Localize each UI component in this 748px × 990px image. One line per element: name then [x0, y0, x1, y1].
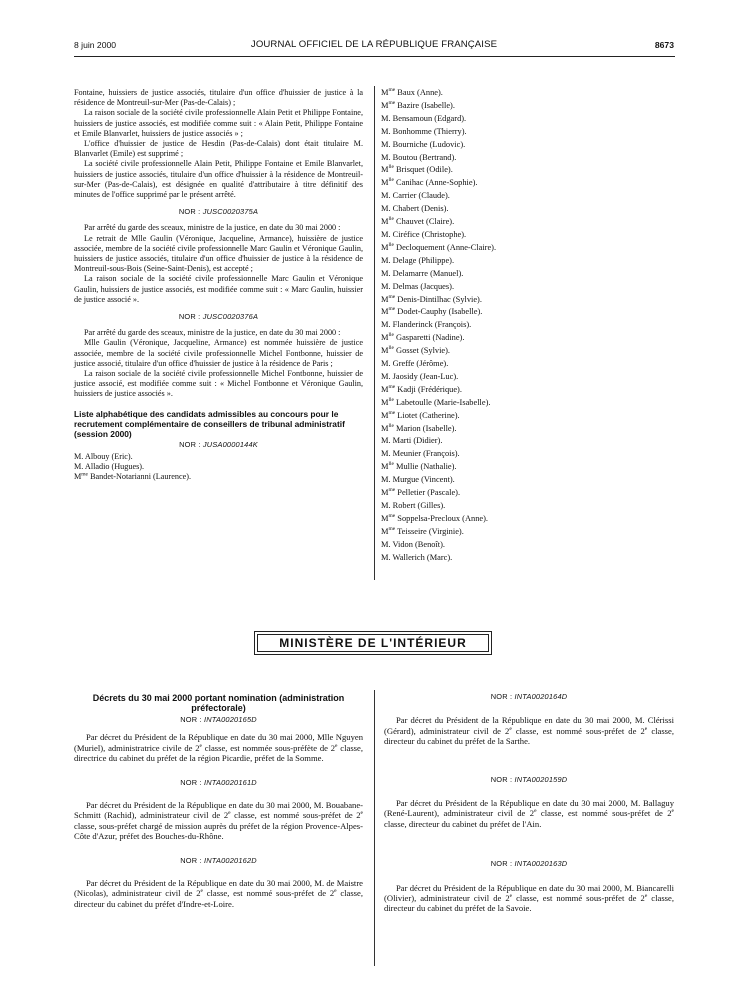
paragraph: Mlle Gaulin (Véronique, Jacqueline, Armance) est nommée huissière de justice associée, membre de la société civile professionnelle Michel Fontbonne, huissier de justice associé, titulaire d'un office d'huissier de justice à la résidence de Paris ;: [74, 338, 363, 368]
candidate-entry: M. Bensamoun (Edgard).: [381, 113, 467, 123]
paragraph: Par décret du Président de la République en date du 30 mai 2000, M. Bouabane-Schmitt (Rachid), administrateur civil de 2e classe, est nommé sous-préfet de 2e classe, sous-préfet chargé de mission auprès du préfet de la région Provence-Alpes-Côte d'Azur, préfet des Bouches-du-Rhône.: [74, 800, 363, 842]
nor-reference: NOR : JUSC0020375A: [178, 207, 259, 217]
candidate-entry: M. Bourniche (Ludovic).: [381, 139, 466, 149]
left-column-bottom: [74, 691, 363, 909]
candidate-entry: M. Flanderinck (François).: [381, 320, 472, 330]
candidate-entry: $M^{lle}$ Gasparetti (Nadine).: [381, 332, 465, 343]
journal-title: JOURNAL OFFICIEL DE LA RÉPUBLIQUE FRANÇAISE: [250, 39, 498, 50]
candidate-entry: M. Murgue (Vincent).: [381, 475, 455, 485]
right-column-top: [381, 87, 675, 565]
paragraph: Par décret du Président de la République en date du 30 mai 2000, Mlle Nguyen (Muriel), administratrice civile de 2e classe, est nommée sous-préfète de 2e classe, directrice du cabinet du préfet de la région Picardie, préfet de la Somme.: [74, 732, 363, 764]
candidate-entry: $M^{me}$ Dodet-Cauphy (Isabelle).: [381, 306, 483, 317]
left-column-top: [74, 88, 363, 483]
candidate-list: [74, 452, 363, 483]
nor-reference: NOR : INTA0020164D: [490, 692, 568, 701]
paragraph: Fontaine, huissiers de justice associés, titulaire d'un office d'huissier de justice à la résidence de Montreuil-sur-Mer (Pas-de-Calais) ;: [74, 88, 363, 108]
section-title: Décrets du 30 mai 2000 portant nomination (administration préfectorale): [92, 693, 345, 713]
candidate-entry: M. Marti (Didier).: [381, 436, 443, 446]
right-column-bottom: [384, 692, 674, 914]
candidate-entry: M. Alladio (Hugues).: [74, 462, 145, 472]
nor-reference: NOR : INTA0020161D: [180, 777, 257, 787]
column-divider-top: [374, 86, 375, 580]
candidate-entry: $M^{me}$ Liotet (Catherine).: [381, 409, 460, 420]
paragraph: La société civile professionnelle Alain Petit, Philippe Fontaine et Emile Blanvarlet, huissiers de justice associés, titulaire d'un office d'huissier à la résidence de Montreuil-sur-Mer (Pas-de-Calais), est désignée en qualité d'attributaire à titre définitif des minutes de l'office supprimé par le présent arrêté.: [74, 159, 363, 200]
column-divider-bottom: [374, 690, 375, 966]
paragraph: La raison sociale de la société civile professionnelle Michel Fontbonne, huissier de justice associé, est modifiée comme suit : « Michel Fontbonne et Véronique Gaulin, huissiers de justice associés ».: [74, 369, 363, 399]
candidate-entry: M. Meunier (François).: [381, 449, 460, 459]
candidate-entry: M. Jaosidy (Jean-Luc).: [381, 371, 459, 381]
paragraph: Par décret du Président de la République en date du 30 mai 2000, M. Biancarelli (Olivier), administrateur civil de 2e classe, est nommé sous-préfet de 2e classe, directeur du cabinet du préfet de la Savoie.: [384, 882, 674, 914]
candidate-entry: M. Vidon (Benoît).: [381, 539, 446, 549]
candidate-entry: M. Ciréfice (Christophe).: [381, 229, 467, 239]
candidate-entry: $M^{lle}$ Decloquement (Anne-Claire).: [381, 242, 497, 252]
candidate-entry: $M^{lle}$ Mullie (Nathalie).: [381, 461, 457, 472]
candidate-entry: M. Greffe (Jérôme).: [381, 359, 449, 369]
nor-reference: NOR : INTA0020165D: [180, 715, 257, 724]
candidate-entry: $M^{lle}$ Canihac (Anne-Sophie).: [381, 177, 478, 188]
candidate-entry: M. Delage (Philippe).: [381, 255, 455, 265]
candidate-entry: M. Delamarre (Manuel).: [381, 268, 464, 278]
nor-reference: NOR : JUSC0020376A: [178, 312, 259, 322]
nor-reference: NOR : INTA0020163D: [490, 859, 568, 869]
candidate-entry: $M^{lle}$ Gosset (Sylvie).: [381, 345, 451, 356]
candidate-list: [381, 87, 675, 565]
paragraph: L'office d'huissier de justice de Hesdin (Pas-de-Calais) dont était titulaire M. Blanvarlet (Emile) est supprimé ;: [74, 139, 363, 159]
paragraph: Par arrêté du garde des sceaux, ministre de la justice, en date du 30 mai 2000 :: [84, 223, 341, 233]
candidate-entry: M. Carrier (Claude).: [381, 191, 450, 201]
nor-reference: NOR : INTA0020159D: [490, 774, 568, 784]
candidate-entry: $M^{me}$ Denis-Dintilhac (Sylvie).: [381, 293, 482, 304]
candidate-entry: $M^{me}$ Baux (Anne).: [381, 87, 443, 97]
candidate-entry: M. Robert (Gilles).: [381, 501, 446, 510]
candidate-entry: M. Albouy (Eric).: [74, 451, 133, 461]
paragraph: Par décret du Président de la République en date du 30 mai 2000, M. de Maistre (Nicolas), administrateur civil de 2e classe, est nommé sous-préfet de 2e classe, directeur du cabinet du préfet d'Indre-et-Loire.: [74, 878, 363, 909]
ministry-heading-box: [254, 631, 492, 655]
candidate-entry: $M^{me}$ Bazire (Isabelle).: [381, 100, 455, 110]
candidate-entry: M. Chabert (Denis).: [381, 204, 449, 214]
candidate-entry: M. Delmas (Jacques).: [381, 281, 455, 291]
page-number: 8673: [654, 40, 674, 50]
header-rule: [74, 56, 675, 57]
page-header: [74, 38, 674, 52]
paragraph: La raison sociale de la société civile professionnelle Alain Petit et Philippe Fontaine, huissiers de justice associés, est modifiée comme suit : « Alain Petit, Philippe Fontaine et Emile Blanvarlet, huissiers de justice associés » ;: [74, 108, 363, 138]
section-title: Liste alphabétique des candidats admissibles au concours pour le recrutement complémentaire de conseillers de tribunal administratif (session 2000): [74, 408, 345, 439]
candidate-entry: $M^{lle}$ Brisquet (Odile).: [381, 164, 453, 175]
candidate-entry: $M^{lle}$ Labetoulle (Marie-Isabelle).: [381, 396, 491, 407]
candidate-entry: M. Boutou (Bertrand).: [381, 152, 457, 162]
publication-date: 8 juin 2000: [74, 40, 117, 50]
paragraph: Par décret du Président de la République en date du 30 mai 2000, M. Clérissi (Gérard), administrateur civil de 2e classe, est nommé sous-préfet de 2e classe, directeur du cabinet du préfet de la Sarthe.: [384, 715, 674, 747]
paragraph: Le retrait de Mlle Gaulin (Véronique, Jacqueline, Armance), huissière de justice associée, membre de la société civile professionnelle Marc Gaulin et Véronique Gaulin, huissiers de justice associés, titulaire d'un office d'huissier de justice à la résidence de Montreuil-sous-Bois (Seine-Saint-Denis), est accepté ;: [74, 233, 363, 274]
nor-reference: NOR : INTA0020162D: [180, 855, 257, 865]
candidate-entry: $M^{me}$ Soppelsa-Precloux (Anne).: [381, 513, 488, 523]
candidate-entry: $M^{me}$ Teisseire (Virginie).: [381, 526, 464, 536]
candidate-entry: $M^{me}$ Kadji (Frédérique).: [381, 384, 462, 394]
candidate-entry: M. Wallerich (Marc).: [381, 552, 453, 562]
ministry-heading: MINISTÈRE DE L'INTÉRIEUR: [257, 634, 489, 652]
candidate-entry: $M^{lle}$ Chauvet (Claire).: [381, 216, 455, 227]
nor-reference: NOR : JUSA0000144K: [179, 439, 258, 449]
paragraph: La raison sociale de la société civile professionnelle Marc Gaulin et Véronique Gaulin, huissiers de justice associés, est modifiée comme suit : « Marc Gaulin, huissier de justice associé ».: [74, 274, 363, 304]
candidate-entry: $M^{me}$ Bandet-Notarianni (Laurence).: [74, 471, 191, 482]
candidate-entry: M. Bonhomme (Thierry).: [381, 126, 467, 136]
paragraph: Par arrêté du garde des sceaux, ministre de la justice, en date du 30 mai 2000 :: [84, 328, 341, 338]
candidate-entry: $M^{lle}$ Marion (Isabelle).: [381, 422, 457, 433]
candidate-entry: $M^{me}$ Pelletier (Pascale).: [381, 487, 461, 498]
paragraph: Par décret du Président de la République en date du 30 mai 2000, M. Ballaguy (René-Laurent), administrateur civil de 2e classe, est nommé sous-préfet de 2e classe, directeur du cabinet du préfet de l'Ain.: [384, 798, 674, 829]
